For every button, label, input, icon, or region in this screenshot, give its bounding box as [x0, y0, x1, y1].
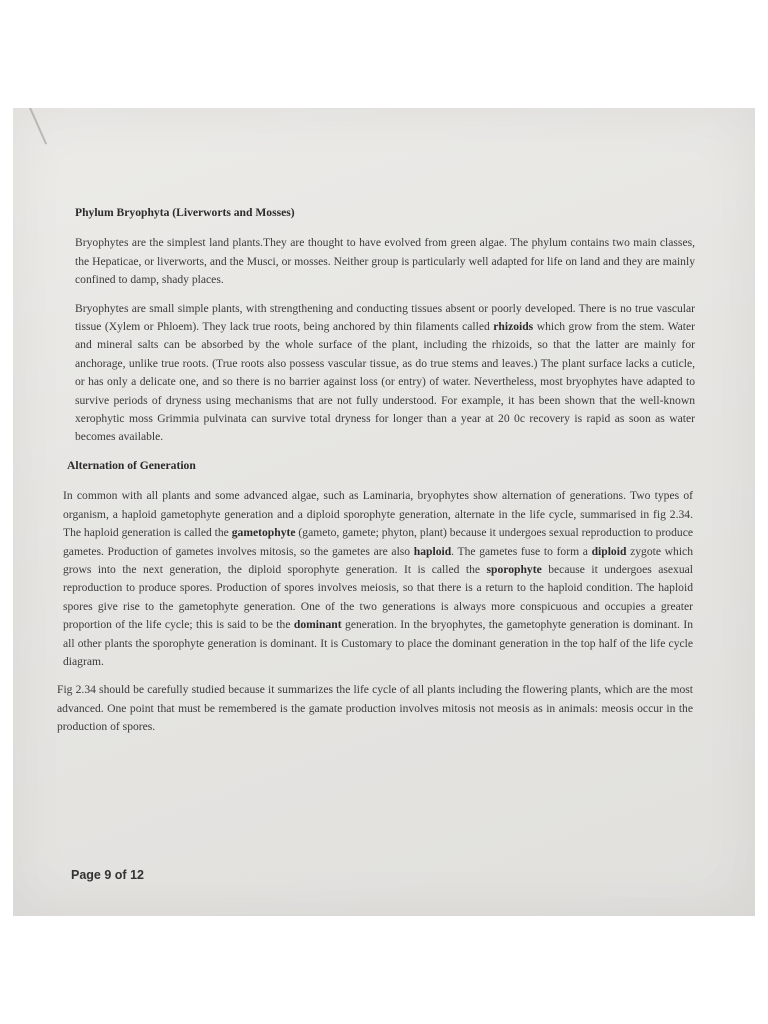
- paragraph-alternation: [63, 487, 693, 671]
- term-haploid: haploid: [413, 544, 452, 558]
- term-dominant: dominant: [293, 618, 342, 632]
- paragraph-text: zygote which grows into the next generation, the diploid sporophyte generation. It is called the: [63, 544, 693, 576]
- page-current: 9: [104, 868, 112, 882]
- paragraph-text: (gameto, gamete; phyton, plant) because it undergoes sexual reproduction to produce gametes. Production of gametes involves mitosis, so the gametes are also: [63, 526, 693, 558]
- term-sporophyte: sporophyte: [486, 562, 542, 576]
- paragraph-text: In common with all plants and some advanced algae, such as Laminaria, bryophytes show alternation of generations. Two types of organism, a haploid gametophyte generation and a diploid sporophyte generation, alternate in the life cycle, summarised in fig 2.34. The haploid generation is called the: [63, 489, 693, 540]
- paragraph-text: because it undergoes asexual reproduction to produce spores. Production of spores involves meiosis, so that there is a return to the haploid condition. The haploid spores give rise to the gametophyte generation. One of the two generations is always more conspicuous and occupies a greater proportion of the life cycle; this is said to be the: [63, 562, 693, 632]
- page-of: of: [111, 868, 131, 882]
- page-fold-mark: [29, 108, 47, 145]
- term-gametophyte: gametophyte: [231, 526, 296, 540]
- section-heading: Phylum Bryophyta (Liverworts and Mosses): [75, 206, 295, 219]
- page-number: [71, 868, 144, 882]
- term-rhizoids: rhizoids: [493, 320, 534, 334]
- paragraph-intro: Bryophytes are the simplest land plants.They are thought to have evolved from green algae. The phylum contains two main classes, the Hepaticae, or liverworts, and the Musci, or mosses. Neither group is particularly well adapted for life on land and they are mainly confined to damp, shady places.: [75, 236, 695, 287]
- page-label: Page: [71, 868, 105, 882]
- photographed-page: [13, 108, 755, 916]
- paragraph-summary: Fig 2.34 should be carefully studied because it summarizes the life cycle of all plants including the flowering plants, which are the most advanced. One point that must be remembered is the gamate production involves mitosis not meosis as in animals: meosis occur in the production of spores.: [57, 683, 693, 734]
- paragraph-text: which grow from the stem. Water and mineral salts can be absorbed by the whole surface of the plant, including the rhizoids, so that the latter are mainly for anchorage, unlike true roots. (True roots also possess vascular tissue, as do true stems and leaves.) The plant surface lacks a cuticle, or has only a delicate one, and so there is no barrier against loss (or entry) of water. Nevertheless, most bryophytes have adapted to survive periods of dryness using mechanisms that are not fully understood. For example, it has been shown that the well-known xerophytic moss Grimmia pulvinata can survive total dryness for longer than a year at 20 0c recovery is rapid as soon as water becomes available.: [75, 320, 695, 444]
- paragraph-text: Bryophytes are small simple plants, with strengthening and conducting tissues absent or poorly developed. There is no true vascular tissue (Xylem or Phloem). They lack true roots, being anchored by thin filaments called: [75, 301, 695, 334]
- paragraph-text: . The gametes fuse to form a: [451, 544, 592, 558]
- page-total: 12: [130, 868, 144, 882]
- paragraph-structure: [75, 300, 695, 447]
- term-diploid: diploid: [591, 544, 627, 558]
- paragraph-text: generation. In the bryophytes, the gametophyte generation is dominant. In all other plants the sporophyte generation is dominant. It is Customary to place the dominant generation in the top half of the life cycle diagram.: [63, 618, 694, 668]
- subsection-heading: Alternation of Generation: [67, 458, 196, 472]
- document-body: [57, 204, 695, 747]
